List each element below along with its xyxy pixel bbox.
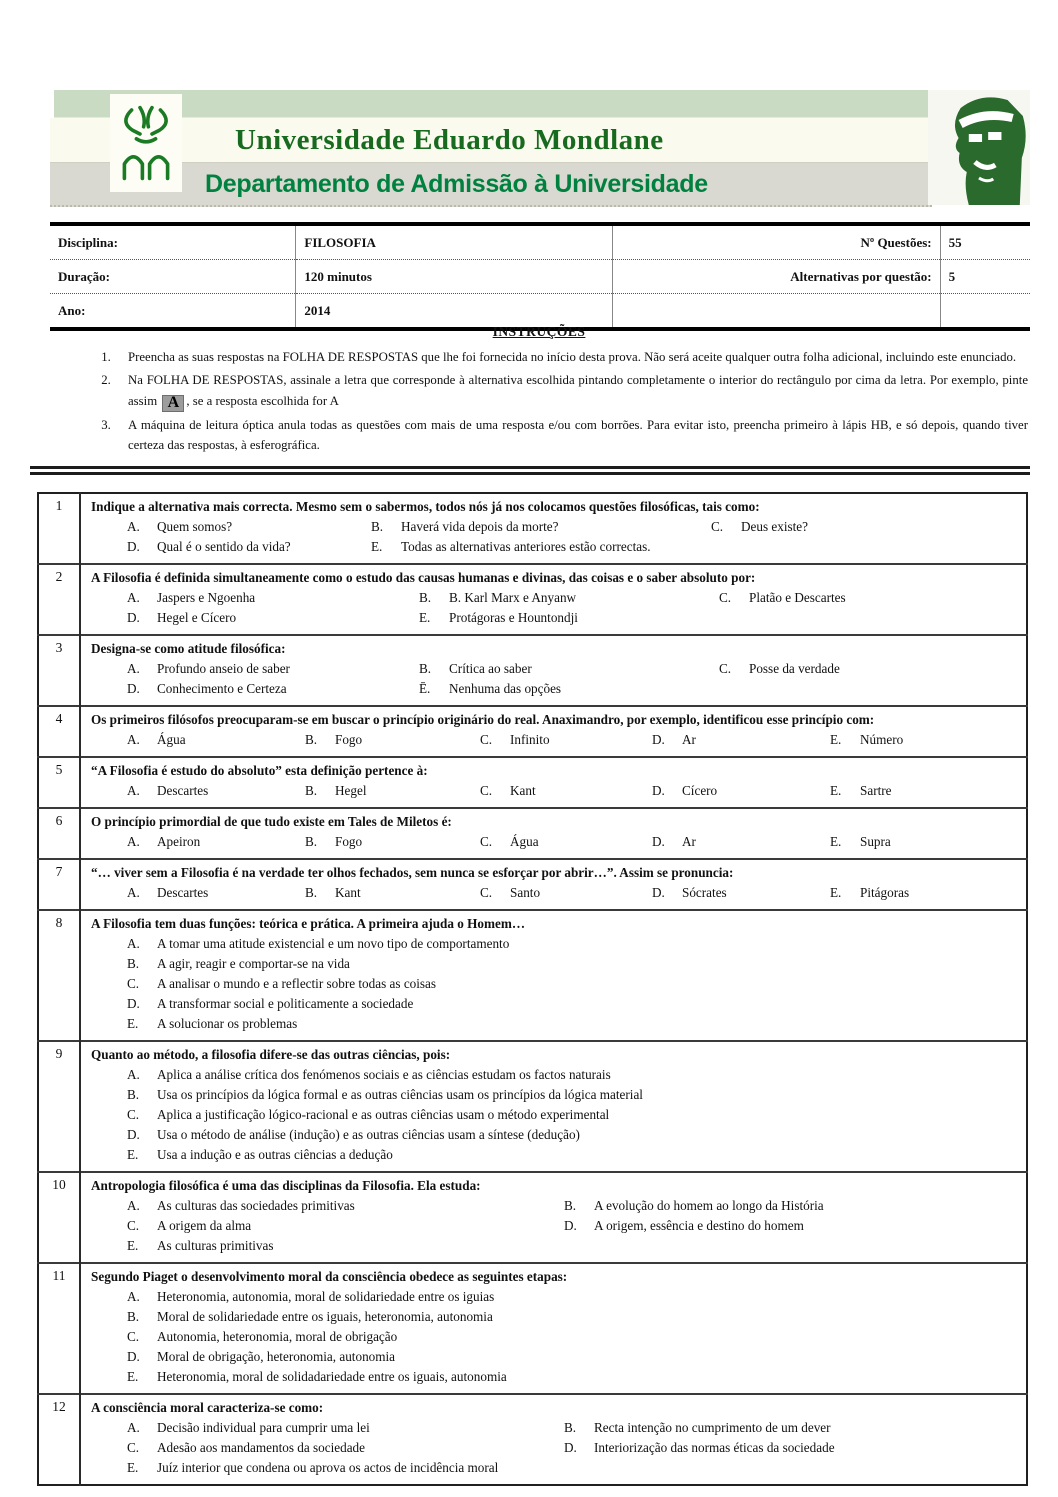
option-text: Quem somos? xyxy=(157,519,233,534)
answer-option xyxy=(564,1438,1018,1458)
question-row xyxy=(38,1172,1027,1263)
answer-option xyxy=(127,781,305,801)
answer-option xyxy=(419,608,719,628)
question-number: 8 xyxy=(38,910,80,1041)
option-text: Profundo anseio de saber xyxy=(157,661,290,676)
options-group xyxy=(127,517,1018,557)
answer-option xyxy=(652,730,830,750)
option-letter: B. xyxy=(419,661,432,676)
info-label: Disciplina: xyxy=(50,224,296,260)
option-letter: E. xyxy=(127,1460,139,1475)
filled-answer-box-icon: A xyxy=(162,395,184,412)
question-statement: A consciência moral caracteriza-se como: xyxy=(91,1400,324,1415)
option-text: Cícero xyxy=(682,783,718,798)
answer-option xyxy=(564,1216,1018,1236)
option-text: A tomar uma atitude existencial e um novo tipo de comportamento xyxy=(157,936,510,951)
option-letter: B. xyxy=(127,1309,140,1324)
question-body xyxy=(80,910,1027,1041)
answer-option xyxy=(127,1105,1018,1125)
info-label-right: Alternativas por questão: xyxy=(613,260,940,294)
answer-option xyxy=(127,1125,1018,1145)
question-number: 6 xyxy=(38,808,80,859)
option-letter: C. xyxy=(719,590,732,605)
answer-option xyxy=(305,832,480,852)
answer-option xyxy=(127,537,371,557)
question-number: 10 xyxy=(38,1172,80,1263)
answer-option xyxy=(127,1307,1018,1327)
question-statement: “A Filosofia é estudo do absoluto” esta definição pertence à: xyxy=(91,763,428,778)
option-letter: B. xyxy=(305,834,318,849)
header-department-strip xyxy=(50,163,932,207)
answer-option xyxy=(830,730,1018,750)
option-text: Crítica ao saber xyxy=(449,661,532,676)
option-text: Apeiron xyxy=(157,834,201,849)
option-text: Usa os princípios da lógica formal e as outras ciências usam os princípios da lógica material xyxy=(157,1087,643,1102)
options-group xyxy=(127,781,1018,801)
instruction-text: Preencha as suas respostas na FOLHA DE RESPOSTAS que lhe foi fornecida no início desta prova. Não será aceite qualquer outra folha adicional, incluindo este enunciado. xyxy=(128,350,1017,364)
option-letter: C. xyxy=(127,1107,140,1122)
answer-option xyxy=(127,934,1018,954)
answer-option xyxy=(127,1196,564,1216)
department-name: Departamento de Admissão à Universidade xyxy=(205,169,708,198)
option-text: Interiorização das normas éticas da sociedade xyxy=(594,1440,835,1455)
option-text: A analisar o mundo e a reflectir sobre todas as coisas xyxy=(157,976,437,991)
question-statement: O princípio primordial de que tudo existe em Tales de Miletos é: xyxy=(91,814,452,829)
question-row xyxy=(38,493,1027,564)
info-value-right: 55 xyxy=(940,224,1030,260)
question-statement: Indique a alternativa mais correcta. Mesmo sem o sabermos, todos nós já nos colocamos questões filosóficas, tais como: xyxy=(91,499,760,514)
options-group xyxy=(127,1065,1018,1165)
question-statement: Os primeiros filósofos preocuparam-se em buscar o princípio originário do real. Anaximandro, por exemplo, identificou esse princípio com: xyxy=(91,712,875,727)
info-value: 120 minutos xyxy=(296,260,613,294)
option-text: Infinito xyxy=(510,732,550,747)
option-text: A transformar social e politicamente a sociedade xyxy=(157,996,414,1011)
question-statement: A Filosofia é definida simultaneamente como o estudo das causas humanas e divinas, das coisas e o saber absoluto por: xyxy=(91,570,756,585)
option-letter: B. xyxy=(371,519,384,534)
answer-option xyxy=(127,1347,1018,1367)
info-label-right: Nº Questões: xyxy=(613,224,940,260)
header-green-strip xyxy=(54,90,932,118)
option-letter: A. xyxy=(127,1067,140,1082)
option-letter: B. xyxy=(419,590,432,605)
section-divider xyxy=(30,466,1030,475)
option-text: Posse da verdade xyxy=(749,661,840,676)
option-letter: B. xyxy=(127,1087,140,1102)
option-letter: D. xyxy=(127,996,140,1011)
answer-option xyxy=(830,883,1018,903)
question-row xyxy=(38,635,1027,706)
option-letter: C. xyxy=(480,834,493,849)
option-text: Hegel e Cícero xyxy=(157,610,237,625)
option-letter: E. xyxy=(127,1238,139,1253)
options-group xyxy=(127,1418,1018,1478)
option-letter: D. xyxy=(127,1349,140,1364)
answer-option xyxy=(127,1438,564,1458)
answer-option xyxy=(127,1236,564,1256)
option-letter: E. xyxy=(127,1016,139,1031)
option-text: A solucionar os problemas xyxy=(157,1016,298,1031)
question-row xyxy=(38,757,1027,808)
question-row xyxy=(38,859,1027,910)
option-letter: A. xyxy=(127,834,140,849)
answer-option xyxy=(127,1287,1018,1307)
instruction-item xyxy=(114,347,1028,367)
option-text: Juíz interior que condena ou aprova os actos de incidência moral xyxy=(157,1460,499,1475)
option-text: Qual é o sentido da vida? xyxy=(157,539,291,554)
answer-option xyxy=(711,517,1018,537)
answer-option xyxy=(419,679,719,699)
answer-option xyxy=(480,883,652,903)
option-letter: D. xyxy=(652,834,665,849)
option-text: Protágoras e Hountondji xyxy=(449,610,578,625)
question-row xyxy=(38,1041,1027,1172)
question-row xyxy=(38,1394,1027,1485)
question-body xyxy=(80,635,1027,706)
option-text: Haverá vida depois da morte? xyxy=(401,519,559,534)
answer-option xyxy=(127,588,419,608)
options-group xyxy=(127,832,1018,852)
option-letter: D. xyxy=(652,783,665,798)
answer-option xyxy=(127,1458,564,1478)
question-statement: A Filosofia tem duas funções: teórica e prática. A primeira ajuda o Homem… xyxy=(91,916,526,931)
option-text: Fogo xyxy=(335,732,363,747)
instructions-list xyxy=(50,347,1028,456)
answer-option xyxy=(127,1065,1018,1085)
option-text: Kant xyxy=(335,885,361,900)
option-text: Moral de obrigação, heteronomia, autonomia xyxy=(157,1349,396,1364)
option-letter: D. xyxy=(127,1127,140,1142)
option-text: Pitágoras xyxy=(860,885,910,900)
option-text: Recta intenção no cumprimento de um dever xyxy=(594,1420,831,1435)
options-group xyxy=(127,1196,1018,1256)
option-letter: D. xyxy=(127,539,140,554)
info-row xyxy=(50,260,1030,294)
option-text: As culturas das sociedades primitivas xyxy=(157,1198,355,1213)
header-title-strip xyxy=(50,118,932,163)
instruction-text: Na FOLHA DE RESPOSTAS, assinale a letra que corresponde à alternativa escolhida pintando completamente o interior do rectângulo por cima da letra. Por exemplo, pinte assim xyxy=(128,373,1028,408)
option-letter: C. xyxy=(127,1329,140,1344)
option-letter: A. xyxy=(127,1198,140,1213)
university-header xyxy=(50,90,1030,205)
answer-option xyxy=(127,730,305,750)
option-letter: B. xyxy=(305,732,318,747)
question-body xyxy=(80,859,1027,910)
option-letter: D. xyxy=(652,732,665,747)
option-text: Hegel xyxy=(335,783,367,798)
option-text: Moral de solidariedade entre os iguais, heteronomia, autonomia xyxy=(157,1309,493,1324)
answer-option xyxy=(127,1327,1018,1347)
option-text: Heteronomia, autonomia, moral de solidariedade entre os iguias xyxy=(157,1289,495,1304)
option-letter: E. xyxy=(371,539,383,554)
question-row xyxy=(38,1263,1027,1394)
instructions-section xyxy=(50,324,1028,459)
option-letter: C. xyxy=(719,661,732,676)
option-letter: C. xyxy=(127,1218,140,1233)
option-letter: B. xyxy=(127,956,140,971)
option-letter: E. xyxy=(419,610,431,625)
answer-option xyxy=(127,954,1018,974)
exam-info-table xyxy=(50,222,1030,331)
answer-option xyxy=(127,608,419,628)
option-letter: D. xyxy=(564,1218,577,1233)
answer-option xyxy=(480,832,652,852)
answer-option xyxy=(419,588,719,608)
uem-emblem-icon xyxy=(110,94,182,192)
option-letter: E. xyxy=(830,885,842,900)
option-letter: Ē. xyxy=(419,681,431,696)
option-letter: C. xyxy=(127,1440,140,1455)
option-text: Sócrates xyxy=(682,885,727,900)
answer-option xyxy=(652,832,830,852)
answer-option xyxy=(127,832,305,852)
question-statement: “… viver sem a Filosofia é na verdade ter olhos fechados, sem nunca se esforçar por abrir…”. Assim se pronuncia: xyxy=(91,865,734,880)
options-group xyxy=(127,730,1018,750)
question-body xyxy=(80,757,1027,808)
answer-option xyxy=(127,659,419,679)
question-body xyxy=(80,1394,1027,1485)
option-text: Fogo xyxy=(335,834,363,849)
option-text: Usa o método de análise (indução) e as outras ciências usam a síntese (dedução) xyxy=(157,1127,580,1142)
option-text: Decisão individual para cumprir uma lei xyxy=(157,1420,370,1435)
answer-option xyxy=(127,994,1018,1014)
question-body xyxy=(80,493,1027,564)
question-body xyxy=(80,1172,1027,1263)
option-letter: B. xyxy=(564,1420,577,1435)
option-text: A origem, essência e destino do homem xyxy=(594,1218,804,1233)
option-letter: B. xyxy=(305,885,318,900)
instruction-item xyxy=(114,370,1028,411)
option-text: Kant xyxy=(510,783,536,798)
answer-option xyxy=(305,781,480,801)
question-body xyxy=(80,1041,1027,1172)
answer-option xyxy=(371,517,711,537)
question-number: 11 xyxy=(38,1263,80,1394)
answer-option xyxy=(127,1367,1018,1387)
options-group xyxy=(127,1287,1018,1387)
option-text: A agir, reagir e comportar-se na vida xyxy=(157,956,350,971)
options-group xyxy=(127,883,1018,903)
question-row xyxy=(38,564,1027,635)
option-letter: A. xyxy=(127,590,140,605)
option-text: Santo xyxy=(510,885,541,900)
option-letter: A. xyxy=(127,661,140,676)
option-text: Água xyxy=(510,834,539,849)
question-statement: Segundo Piaget o desenvolvimento moral da consciência obedece as seguintes etapas: xyxy=(91,1269,568,1284)
option-letter: A. xyxy=(127,1289,140,1304)
option-letter: E. xyxy=(830,732,842,747)
option-letter: E. xyxy=(830,834,842,849)
option-text: Número xyxy=(860,732,904,747)
answer-option xyxy=(127,1418,564,1438)
option-text: Nenhuma das opções xyxy=(449,681,562,696)
option-text: Aplica a análise crítica dos fenómenos sociais e as ciências estudam os factos naturais xyxy=(157,1067,611,1082)
option-text: Usa a indução e as outras ciências a dedução xyxy=(157,1147,393,1162)
answer-option xyxy=(127,974,1018,994)
answer-option xyxy=(419,659,719,679)
option-text: Ar xyxy=(682,834,696,849)
info-row xyxy=(50,224,1030,260)
answer-option xyxy=(127,1216,564,1236)
answer-option xyxy=(127,517,371,537)
option-letter: C. xyxy=(480,732,493,747)
question-body xyxy=(80,706,1027,757)
options-group xyxy=(127,588,1018,628)
question-number: 12 xyxy=(38,1394,80,1485)
info-label: Duração: xyxy=(50,260,296,294)
option-text: Descartes xyxy=(157,783,209,798)
instruction-text: A máquina de leitura óptica anula todas as questões com mais de uma resposta e/ou com borrões. Para evitar isto, preencha primeiro à lápis HB, e só depois, quando tiver certeza das respostas, à esferográfica. xyxy=(128,417,1028,453)
option-text: Platão e Descartes xyxy=(749,590,846,605)
answer-option xyxy=(652,883,830,903)
option-letter: C. xyxy=(480,885,493,900)
info-value-right: 5 xyxy=(940,260,1030,294)
question-statement: Antropologia filosófica é uma das disciplinas da Filosofia. Ela estuda: xyxy=(91,1178,481,1193)
answer-option xyxy=(830,832,1018,852)
answer-option xyxy=(371,537,711,557)
option-letter: B. xyxy=(564,1198,577,1213)
answer-option xyxy=(127,1085,1018,1105)
option-letter: D. xyxy=(564,1440,577,1455)
option-letter: E. xyxy=(127,1147,139,1162)
answer-option xyxy=(480,730,652,750)
option-letter: C. xyxy=(127,976,140,991)
option-text: A origem da alma xyxy=(157,1218,252,1233)
question-row xyxy=(38,808,1027,859)
option-text: Água xyxy=(157,732,186,747)
question-statement: Designa-se como atitude filosófica: xyxy=(91,641,286,656)
option-text: Todas as alternativas anteriores estão correctas. xyxy=(401,539,651,554)
option-letter: A. xyxy=(127,783,140,798)
university-name: Universidade Eduardo Mondlane xyxy=(235,123,664,156)
option-text: Sartre xyxy=(860,783,892,798)
option-letter: D. xyxy=(127,681,140,696)
answer-option xyxy=(719,659,1018,679)
option-text: Jaspers e Ngoenha xyxy=(157,590,256,605)
question-number: 4 xyxy=(38,706,80,757)
option-text: Aplica a justificação lógico-racional e as outras ciências usam o método experimental xyxy=(157,1107,610,1122)
answer-option xyxy=(830,781,1018,801)
option-letter: A. xyxy=(127,885,140,900)
question-number: 9 xyxy=(38,1041,80,1172)
options-group xyxy=(127,659,1018,699)
mondlane-portrait-image xyxy=(928,90,1030,205)
question-body xyxy=(80,808,1027,859)
option-text: Descartes xyxy=(157,885,209,900)
option-letter: A. xyxy=(127,1420,140,1435)
answer-option xyxy=(305,730,480,750)
option-letter: D. xyxy=(127,610,140,625)
option-text: Adesão aos mandamentos da sociedade xyxy=(157,1440,365,1455)
option-text: Heteronomia, moral de solidadariedade entre os iguais, autonomia xyxy=(157,1369,507,1384)
option-text: B. Karl Marx e Anyanw xyxy=(449,590,577,605)
question-number: 2 xyxy=(38,564,80,635)
option-text: As culturas primitivas xyxy=(157,1238,274,1253)
option-letter: E. xyxy=(127,1369,139,1384)
option-letter: A. xyxy=(127,519,140,534)
answer-option xyxy=(127,883,305,903)
question-number: 7 xyxy=(38,859,80,910)
question-row xyxy=(38,910,1027,1041)
option-text: Deus existe? xyxy=(741,519,809,534)
info-value: FILOSOFIA xyxy=(296,224,613,260)
answer-option xyxy=(127,679,419,699)
option-letter: B. xyxy=(305,783,318,798)
option-letter: C. xyxy=(480,783,493,798)
option-letter: D. xyxy=(652,885,665,900)
questions-table xyxy=(37,492,1028,1486)
options-group xyxy=(127,934,1018,1034)
option-text: Supra xyxy=(860,834,891,849)
option-letter: A. xyxy=(127,732,140,747)
answer-option xyxy=(564,1196,1018,1216)
info-value: 2014 xyxy=(296,294,613,330)
question-body xyxy=(80,564,1027,635)
option-text: Autonomia, heteronomia, moral de obrigação xyxy=(157,1329,398,1344)
instruction-item xyxy=(114,415,1028,456)
option-text: Conhecimento e Certeza xyxy=(157,681,287,696)
instruction-text: , se a resposta escolhida for A xyxy=(186,393,339,408)
question-number: 1 xyxy=(38,493,80,564)
question-number: 5 xyxy=(38,757,80,808)
instructions-title: INSTRUÇÕES xyxy=(492,324,586,339)
answer-option xyxy=(305,883,480,903)
option-letter: A. xyxy=(127,936,140,951)
option-text: Ar xyxy=(682,732,696,747)
option-text: A evolução do homem ao longo da História xyxy=(594,1198,824,1213)
question-statement: Quanto ao método, a filosofia difere-se das outras ciências, pois: xyxy=(91,1047,451,1062)
answer-option xyxy=(719,588,1018,608)
question-body xyxy=(80,1263,1027,1394)
answer-option xyxy=(127,1145,1018,1165)
info-label: Ano: xyxy=(58,302,86,318)
question-row xyxy=(38,706,1027,757)
answer-option xyxy=(564,1418,1018,1438)
answer-option xyxy=(652,781,830,801)
option-letter: E. xyxy=(830,783,842,798)
question-number: 3 xyxy=(38,635,80,706)
answer-option xyxy=(127,1014,1018,1034)
answer-option xyxy=(480,781,652,801)
option-letter: C. xyxy=(711,519,724,534)
